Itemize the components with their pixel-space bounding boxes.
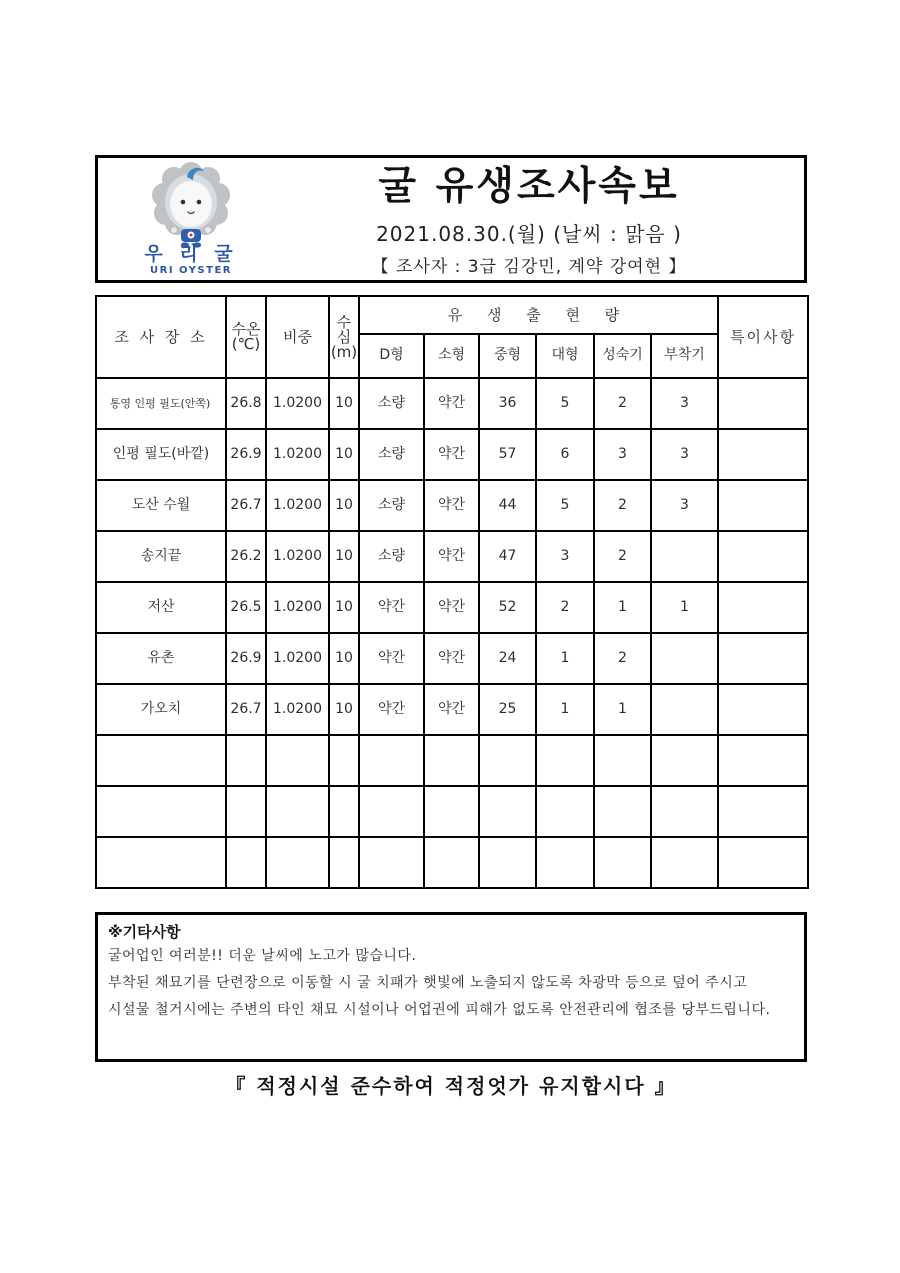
cell-temp bbox=[226, 786, 266, 837]
cell-large: 5 bbox=[536, 378, 594, 429]
cell-small bbox=[424, 786, 479, 837]
cell-gravity: 1.0200 bbox=[266, 633, 329, 684]
notes-line-3: 시설물 철거시에는 주변의 타인 채묘 시설이나 어업권에 피해가 없도록 안전관리에 협조를 당부드립니다. bbox=[108, 1002, 771, 1018]
table-row bbox=[96, 378, 808, 429]
cell-attach bbox=[651, 735, 718, 786]
cell-depth: 10 bbox=[329, 531, 359, 582]
cell-d-type: 소량 bbox=[359, 429, 424, 480]
cell-temp: 26.7 bbox=[226, 480, 266, 531]
cell-note bbox=[718, 531, 808, 582]
cell-small: 약간 bbox=[424, 378, 479, 429]
oyster-mascot-icon bbox=[143, 160, 239, 248]
cell-location bbox=[96, 786, 226, 837]
cell-depth bbox=[329, 837, 359, 888]
cell-large bbox=[536, 837, 594, 888]
cell-gravity: 1.0200 bbox=[266, 582, 329, 633]
cell-small: 약간 bbox=[424, 633, 479, 684]
cell-note bbox=[718, 480, 808, 531]
col-header-attach: 부착기 bbox=[651, 334, 718, 378]
table-row bbox=[96, 735, 808, 786]
cell-small: 약간 bbox=[424, 429, 479, 480]
col-header-temp-unit: (℃) bbox=[231, 335, 261, 353]
col-header-large: 대형 bbox=[536, 334, 594, 378]
cell-note bbox=[718, 633, 808, 684]
cell-temp: 26.7 bbox=[226, 684, 266, 735]
cell-large: 6 bbox=[536, 429, 594, 480]
cell-mature bbox=[594, 837, 651, 888]
cell-depth: 10 bbox=[329, 480, 359, 531]
logo bbox=[124, 160, 258, 277]
cell-medium: 44 bbox=[479, 480, 536, 531]
col-header-depth-char2: 심 bbox=[336, 327, 352, 346]
notes-line-1: 굴어업인 여러분!! 더운 날씨에 노고가 많습니다. bbox=[108, 948, 417, 964]
table-header-row-1 bbox=[96, 296, 808, 334]
cell-temp: 26.9 bbox=[226, 633, 266, 684]
cell-location: 통영 인평 필도(안쪽) bbox=[96, 378, 226, 429]
col-header-location: 조 사 장 소 bbox=[96, 296, 226, 378]
cell-mature: 2 bbox=[594, 480, 651, 531]
cell-small: 약간 bbox=[424, 684, 479, 735]
table-row bbox=[96, 531, 808, 582]
cell-note bbox=[718, 786, 808, 837]
col-header-depth-unit: (m) bbox=[330, 342, 358, 361]
cell-d-type: 약간 bbox=[359, 582, 424, 633]
cell-note bbox=[718, 684, 808, 735]
cell-depth bbox=[329, 735, 359, 786]
cell-attach bbox=[651, 684, 718, 735]
col-header-gravity: 비중 bbox=[266, 296, 329, 378]
cell-large: 5 bbox=[536, 480, 594, 531]
cell-temp: 26.9 bbox=[226, 429, 266, 480]
cell-d-type bbox=[359, 786, 424, 837]
cell-depth: 10 bbox=[329, 378, 359, 429]
logo-english-name: URI OYSTER bbox=[150, 265, 232, 276]
cell-d-type: 소량 bbox=[359, 531, 424, 582]
report-surveyor-line: 【 조사자 : 3급 김강민, 계약 강여현 】 bbox=[371, 257, 687, 277]
report-header bbox=[95, 155, 807, 283]
cell-attach: 3 bbox=[651, 480, 718, 531]
col-header-larvae-group: 유 생 출 현 량 bbox=[359, 296, 718, 334]
cell-d-type bbox=[359, 837, 424, 888]
cell-depth bbox=[329, 786, 359, 837]
cell-note bbox=[718, 378, 808, 429]
cell-medium: 25 bbox=[479, 684, 536, 735]
cell-mature bbox=[594, 786, 651, 837]
table-row bbox=[96, 429, 808, 480]
col-header-medium: 중형 bbox=[479, 334, 536, 378]
cell-note bbox=[718, 429, 808, 480]
cell-small: 약간 bbox=[424, 531, 479, 582]
cell-location: 유촌 bbox=[96, 633, 226, 684]
notes-title: ※기타사항 bbox=[108, 923, 181, 941]
cell-note bbox=[718, 735, 808, 786]
cell-location bbox=[96, 735, 226, 786]
cell-medium bbox=[479, 786, 536, 837]
cell-d-type: 약간 bbox=[359, 633, 424, 684]
col-header-small: 소형 bbox=[424, 334, 479, 378]
col-header-mature: 성숙기 bbox=[594, 334, 651, 378]
cell-mature: 3 bbox=[594, 429, 651, 480]
cell-small: 약간 bbox=[424, 480, 479, 531]
table-row bbox=[96, 633, 808, 684]
cell-location: 인평 필도(바깥) bbox=[96, 429, 226, 480]
cell-large: 2 bbox=[536, 582, 594, 633]
cell-medium: 52 bbox=[479, 582, 536, 633]
cell-large bbox=[536, 735, 594, 786]
cell-depth: 10 bbox=[329, 633, 359, 684]
cell-large bbox=[536, 786, 594, 837]
cell-gravity bbox=[266, 786, 329, 837]
cell-note bbox=[718, 582, 808, 633]
cell-large: 1 bbox=[536, 684, 594, 735]
table-row bbox=[96, 480, 808, 531]
cell-attach bbox=[651, 837, 718, 888]
report-date-line: 2021.08.30.(월) (날씨 : 맑음 ) bbox=[376, 222, 682, 246]
cell-small bbox=[424, 735, 479, 786]
cell-small bbox=[424, 837, 479, 888]
cell-attach bbox=[651, 633, 718, 684]
cell-temp: 26.2 bbox=[226, 531, 266, 582]
cell-gravity: 1.0200 bbox=[266, 429, 329, 480]
table-row bbox=[96, 837, 808, 888]
cell-medium: 24 bbox=[479, 633, 536, 684]
cell-mature: 2 bbox=[594, 531, 651, 582]
cell-depth: 10 bbox=[329, 684, 359, 735]
cell-d-type: 소량 bbox=[359, 378, 424, 429]
cell-temp bbox=[226, 837, 266, 888]
cell-temp: 26.8 bbox=[226, 378, 266, 429]
cell-temp bbox=[226, 735, 266, 786]
cell-d-type: 소량 bbox=[359, 480, 424, 531]
col-header-temp-label: 수온 bbox=[231, 320, 261, 338]
cell-depth: 10 bbox=[329, 429, 359, 480]
cell-medium: 57 bbox=[479, 429, 536, 480]
cell-medium: 47 bbox=[479, 531, 536, 582]
cell-gravity bbox=[266, 735, 329, 786]
cell-location: 가오치 bbox=[96, 684, 226, 735]
table-row bbox=[96, 786, 808, 837]
table-row bbox=[96, 684, 808, 735]
cell-mature: 2 bbox=[594, 633, 651, 684]
cell-small: 약간 bbox=[424, 582, 479, 633]
cell-medium bbox=[479, 735, 536, 786]
cell-d-type bbox=[359, 735, 424, 786]
notes-box bbox=[95, 912, 807, 1062]
cell-mature: 2 bbox=[594, 378, 651, 429]
cell-d-type: 약간 bbox=[359, 684, 424, 735]
notes-line-2: 부착된 채묘기를 단련장으로 이동할 시 굴 치패가 햇빛에 노출되지 않도록 차광막 등으로 덮어 주시고 bbox=[108, 975, 748, 991]
cell-gravity bbox=[266, 837, 329, 888]
cell-mature bbox=[594, 735, 651, 786]
cell-mature: 1 bbox=[594, 582, 651, 633]
cell-medium: 36 bbox=[479, 378, 536, 429]
col-header-depth-char1: 수 bbox=[336, 312, 352, 331]
cell-location bbox=[96, 837, 226, 888]
cell-gravity: 1.0200 bbox=[266, 531, 329, 582]
slogan-text: 『 적정시설 준수하여 적정엇가 유지합시다 』 bbox=[225, 1074, 677, 1098]
cell-large: 1 bbox=[536, 633, 594, 684]
cell-medium bbox=[479, 837, 536, 888]
cell-location: 저산 bbox=[96, 582, 226, 633]
cell-location: 송지끝 bbox=[96, 531, 226, 582]
header-text bbox=[258, 164, 800, 277]
cell-attach: 3 bbox=[651, 429, 718, 480]
cell-note bbox=[718, 837, 808, 888]
cell-temp: 26.5 bbox=[226, 582, 266, 633]
cell-gravity: 1.0200 bbox=[266, 480, 329, 531]
survey-table bbox=[95, 295, 809, 889]
col-header-depth bbox=[329, 296, 359, 378]
cell-location: 도산 수월 bbox=[96, 480, 226, 531]
cell-attach bbox=[651, 786, 718, 837]
cell-attach: 3 bbox=[651, 378, 718, 429]
cell-depth: 10 bbox=[329, 582, 359, 633]
col-header-notes: 특이사항 bbox=[718, 296, 808, 378]
cell-attach: 1 bbox=[651, 582, 718, 633]
cell-large: 3 bbox=[536, 531, 594, 582]
cell-gravity: 1.0200 bbox=[266, 684, 329, 735]
col-header-d-type: D형 bbox=[359, 334, 424, 378]
col-header-temp bbox=[226, 296, 266, 378]
logo-korean-name: 우 리 굴 bbox=[144, 243, 238, 265]
report-title: 굴 유생조사속보 bbox=[378, 164, 680, 209]
cell-gravity: 1.0200 bbox=[266, 378, 329, 429]
cell-attach bbox=[651, 531, 718, 582]
cell-mature: 1 bbox=[594, 684, 651, 735]
table-row bbox=[96, 582, 808, 633]
